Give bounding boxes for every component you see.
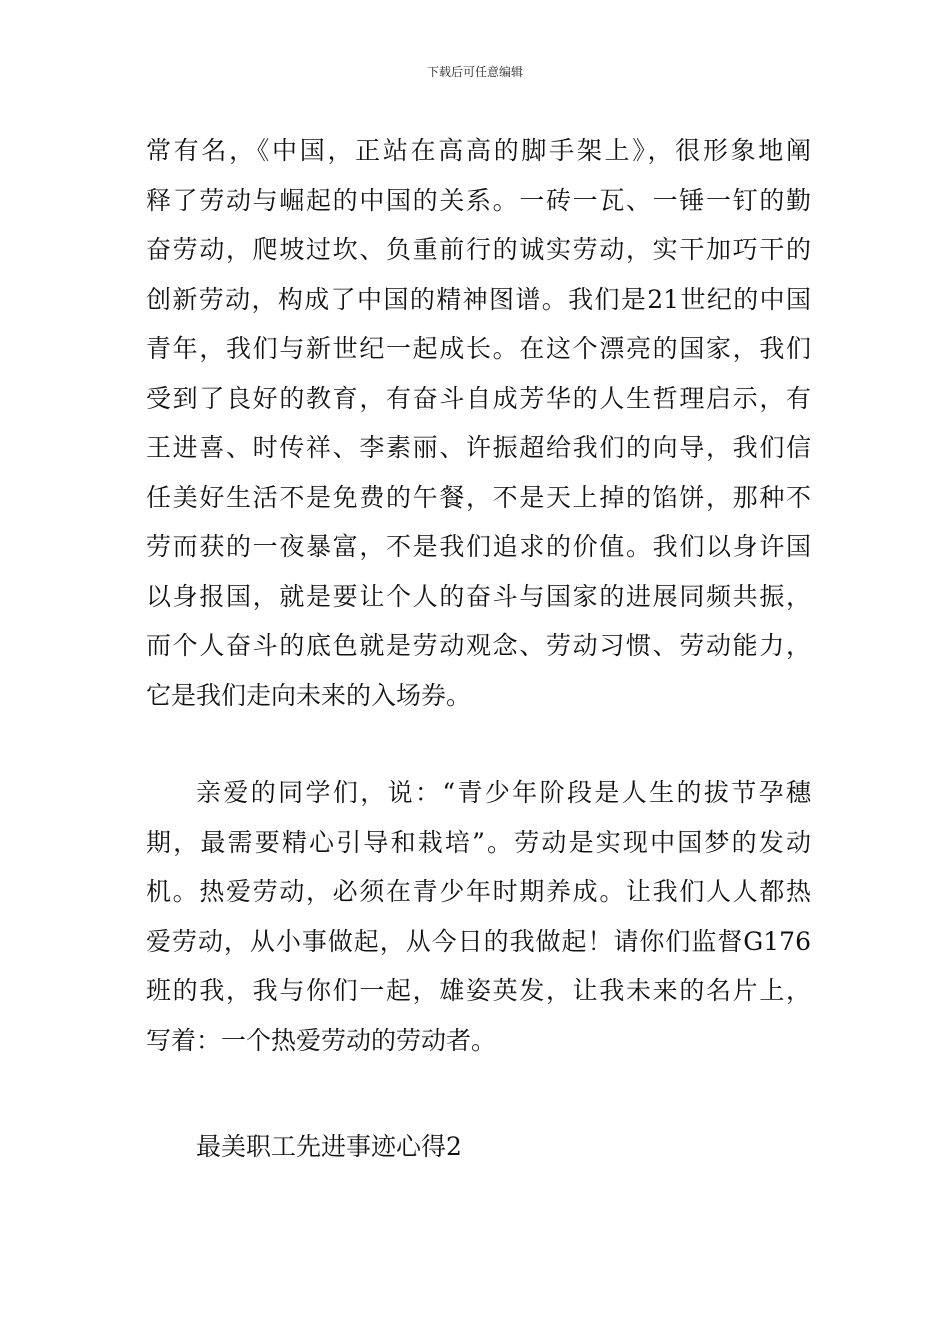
text-line: 劳而获的一夜暴富，不是我们追求的价值。我们以身许国 [146, 532, 811, 561]
paragraph-1 [146, 126, 811, 720]
text-line: 机。热爱劳动，必须在青少年时期养成。让我们人人都热 [146, 877, 811, 906]
text-line: 创新劳动，构成了中国的精神图谱。我们是21世纪的中国 [146, 284, 811, 314]
text-line: 常有名，《中国，正站在高高的脚手架上》，很形象地阐 [146, 136, 811, 165]
text-line: 任美好生活不是免费的午餐，不是天上掉的馅饼，那种不 [146, 482, 811, 512]
text-line: 以身报国，就是要让个人的奋斗与国家的进展同频共振， [146, 581, 811, 611]
text-line: 爱劳动，从小事做起，从今日的我做起！请你们监督G176 [146, 926, 811, 956]
text-line: 释了劳动与崛起的中国的关系。一砖一瓦、一锤一钉的勤 [146, 185, 811, 215]
page-header: 下载后可任意编辑 [426, 65, 523, 79]
text-line: 期，最需要精心引导和栽培”。劳动是实现中国梦的发动 [146, 827, 811, 857]
text-line: 它是我们走向未来的入场券。 [146, 680, 472, 710]
text-line: 奋劳动，爬坡过坎、负重前行的诚实劳动，实干加巧干的 [146, 235, 811, 264]
heading-text: 最美职工先进事迹心得2 [196, 1132, 462, 1161]
section-heading [146, 1122, 811, 1172]
text-line: 而个人奋斗的底色就是劳动观念、劳动习惯、劳动能力， [146, 631, 811, 660]
text-line: 王进喜、时传祥、李素丽、许振超给我们的向导，我们信 [146, 433, 811, 462]
text-line: 亲爱的同学们，说：“青少年阶段是人生的拔节孕穗 [196, 778, 811, 807]
text-line: 青年，我们与新世纪一起成长。在这个漂亮的国家，我们 [146, 334, 811, 363]
paragraph-2 [146, 768, 811, 1065]
text-line: 写着：一个热爱劳动的劳动者。 [146, 1025, 497, 1055]
text-line: 班的我，我与你们一起，雄姿英发，让我未来的名片上， [146, 976, 811, 1005]
text-line: 受到了良好的教育，有奋斗自成芳华的人生哲理启示，有 [146, 383, 811, 413]
